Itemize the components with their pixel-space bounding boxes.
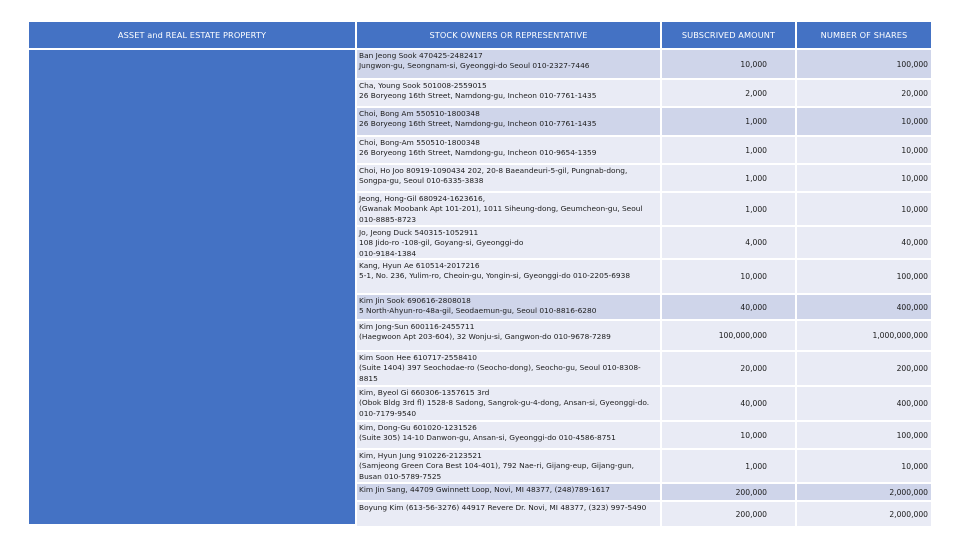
amount-cell: 100,000,000: [662, 321, 795, 350]
amount-cell: 10,000: [662, 260, 795, 293]
amount-cell: 4,000: [662, 227, 795, 258]
shares-cell: 10,000: [797, 137, 931, 163]
shares-cell: 400,000: [797, 295, 931, 319]
shares-cell: 100,000: [797, 50, 931, 78]
owner-cell: Ban Jeong Sook 470425-2482417 Jungwon-gu, Seongnam-si, Gyeonggi-do Seoul 010-2327-7446: [357, 50, 660, 78]
shares-cell: 400,000: [797, 387, 931, 420]
owner-cell: Kim, Byeol Gi 660306-1357615 3rd (Obok Bldg 3rd fl) 1528-8 Sadong, Sangrok-gu-4-dong, Ansan-si, Gyeonggi-do. 010-7179-9540: [357, 387, 660, 420]
header-amount: SUBSCRIVED AMOUNT: [662, 22, 795, 48]
owner-cell: Kim Jong-Sun 600116-2455711 (Haegwoon Apt 203-604), 32 Wonju-si, Gangwon-do 010-9678-7289: [357, 321, 660, 350]
shares-cell: 200,000: [797, 352, 931, 385]
owner-cell: Kim, Hyun Jung 910226-2123521 (Samjeong Green Cora Best 104-401), 792 Nae-ri, Gijang-eup, Gijang-gun, Busan 010-5789-7525: [357, 450, 660, 482]
amount-cell: 1,000: [662, 108, 795, 135]
shares-cell: 10,000: [797, 193, 931, 225]
shares-cell: 1,000,000,000: [797, 321, 931, 350]
shares-cell: 10,000: [797, 450, 931, 482]
header-asset: ASSET and REAL ESTATE PROPERTY: [29, 22, 355, 48]
owner-cell: Jeong, Hong-Gil 680924-1623616, (Gwanak Moobank Apt 101-201), 1011 Siheung-dong, Geumcheon-gu, Seoul 010-8885-8723: [357, 193, 660, 225]
owner-cell: Boyung Kim (613-56-3276) 44917 Revere Dr. Novi, MI 48377, (323) 997-5490: [357, 502, 660, 526]
amount-cell: 40,000: [662, 295, 795, 319]
owner-cell: Kim Jin Sook 690616-2808018 5 North-Ahyun-ro-48a-gil, Seodaemun-gu, Seoul 010-8816-6280: [357, 295, 660, 319]
shares-cell: 2,000,000: [797, 502, 931, 526]
header-owner: STOCK OWNERS OR REPRESENTATIVE: [357, 22, 660, 48]
owner-cell: Choi, Bong-Am 550510-1800348 26 Boryeong 16th Street, Namdong-gu, Incheon 010-9654-1359: [357, 137, 660, 163]
owner-cell: Kim, Dong-Gu 601020-1231526 (Suite 305) 14-10 Danwon-gu, Ansan-si, Gyeonggi-do 010-4586-8751: [357, 422, 660, 448]
amount-cell: 10,000: [662, 422, 795, 448]
owner-cell: Kim Jin Sang, 44709 Gwinnett Loop, Novi, MI 48377, (248)789-1617: [357, 484, 660, 500]
amount-cell: 1,000: [662, 165, 795, 191]
amount-cell: 1,000: [662, 193, 795, 225]
shares-cell: 2,000,000: [797, 484, 931, 500]
amount-cell: 1,000: [662, 450, 795, 482]
owner-cell: Choi, Bong Am 550510-1800348 26 Boryeong 16th Street, Namdong-gu, Incheon 010-7761-1435: [357, 108, 660, 135]
owner-cell: Kang, Hyun Ae 610514-2017216 5-1, No. 236, Yulim-ro, Cheoin-gu, Yongin-si, Gyeonggi-do 010-2205-6938: [357, 260, 660, 293]
amount-cell: 40,000: [662, 387, 795, 420]
shares-cell: 10,000: [797, 108, 931, 135]
amount-cell: 1,000: [662, 137, 795, 163]
header-shares: NUMBER OF SHARES: [797, 22, 931, 48]
owner-cell: Cha, Young Sook 501008-2559015 26 Boryeong 16th Street, Namdong-gu, Incheon 010-7761-1435: [357, 80, 660, 106]
owner-cell: Kim Soon Hee 610717-2558410 (Suite 1404) 397 Seochodae-ro (Seocho-dong), Seocho-gu, Seoul 010-8308-8815: [357, 352, 660, 385]
amount-cell: 200,000: [662, 484, 795, 500]
amount-cell: 20,000: [662, 352, 795, 385]
shares-cell: 20,000: [797, 80, 931, 106]
owner-cell: Choi, Ho Joo 80919-1090434 202, 20-8 Baeandeuri-5-gil, Pungnab-dong, Songpa-gu, Seoul 010-6335-3838: [357, 165, 660, 191]
shares-cell: 10,000: [797, 165, 931, 191]
amount-cell: 2,000: [662, 80, 795, 106]
asset-column: [29, 50, 355, 524]
amount-cell: 10,000: [662, 50, 795, 78]
shares-cell: 40,000: [797, 227, 931, 258]
amount-cell: 200,000: [662, 502, 795, 526]
owner-cell: Jo, Jeong Duck 540315-1052911 108 Jido-ro -108-gil, Goyang-si, Gyeonggi-do 010-9184-1384: [357, 227, 660, 258]
shares-cell: 100,000: [797, 260, 931, 293]
shares-cell: 100,000: [797, 422, 931, 448]
